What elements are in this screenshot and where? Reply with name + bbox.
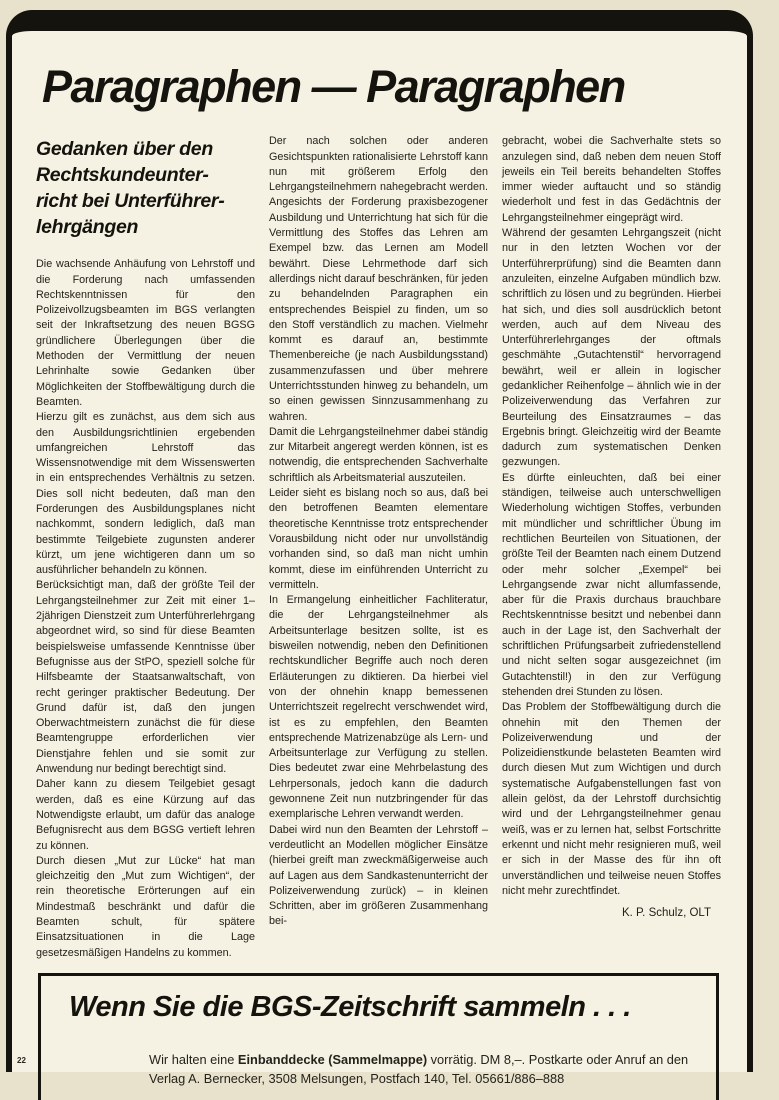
- article-paragraph: Berücksichtigt man, daß der größte Teil der Lehrgangsteilnehmer zur Zeit mit einer 1–2jährigen Dienstzeit zum Unterführerlehrgang abgeordnet wird, so sind für diese Beamten beispielsweise umfassende Kenntnisse über Befugnisse aus der StPO, speziell solche für Hilfsbeamte der Staatsanwaltschaft, von recht geringer praktischer Bedeutung. Der Grund dafür ist, daß den jungen Oberwachtmeistern zunächst die für diese Beamtengruppe erforderlichen vier Dienstjahre fehlen und sie somit zur Anwendung nur bedingt berechtigt sind.: [36, 579, 255, 776]
- article-paragraph: Hierzu gilt es zunächst, aus dem sich aus den Ausbildungsrichtlinien ergebenden umfangreichen Lehrstoff das Wissensnotwendige mit dem Wissenswerten in ein entsprechendes Verhältnis zu setzen. Dies soll nicht bedeuten, daß man den Forderungen des Ausbildungsplanes nicht nachkommt, sondern lediglich, daß man bestimmte Teilgebiete zugunsten anderer kürzt, um jene wichtigeren dann um so ausführlicher behandeln zu können.: [36, 411, 255, 577]
- article-paragraph: Leider sieht es bislang noch so aus, daß bei den betroffenen Beamten elementare theoretische Kenntnisse trotz entsprechender Vorausbildung nicht oder nur unvollständig vorhanden sind, so daß man nicht umhin kommt, diese im einführenden Unterricht zu vermitteln.: [269, 487, 488, 591]
- article-paragraph: Dabei wird nun den Beamten der Lehrstoff – verdeutlicht an Modellen möglicher Einsätze (hierbei greift man zweckmäßigerweise auch auf Lagen aus dem Sandkastenunterricht der Polizeiverwendung zurück) – in kleinen Schritten, aber im größeren Zusammenhang bei-: [269, 823, 488, 928]
- promo-body: [149, 1050, 698, 1088]
- promo-box: [38, 973, 719, 1100]
- article-column-2: [269, 134, 488, 961]
- article-heading-line: Gedanken über den: [36, 138, 213, 161]
- article-paragraph: Der nach solchen oder anderen Gesichtspunkten rationalisierte Lehrstoff kann nun mit größerem Erfolg den Lehrgangsteilnehmern nahegebracht werden. Angesichts der Forderung praxisbezogener Ausbildung und Unterrichtung hat sich für die Vermittlung des Stoffes das Lehren am Exempel bzw. das Lernen am Modell bewährt. Diese Lehrmethode darf sich allerdings nicht darauf beschränken, für jeden zu behandelnden Paragraphen ein entsprechendes Beispiel zu finden, um so den Stoff verständlich zu machen. Vielmehr kommt es darauf an, bestimmte Themenbereiche (je nach Ausbildungsstand) zusammenzufassen und über mehrere Unterrichtsstunden hinweg zu behandeln, um so einen gewissen Sinnzusammenhang zu wahren.: [269, 135, 488, 423]
- author-signature: K. P. Schulz, OLT: [621, 907, 711, 920]
- promo-line-1-suffix: vorrätig. DM 8,–. Postkarte oder Anruf an den: [427, 1051, 689, 1067]
- page-frame: [6, 10, 753, 1086]
- article-paragraph: Damit die Lehrgangsteilnehmer dabei ständig zur Mitarbeit angeregt werden können, ist es notwendig, die entsprechenden Sachverhalte schriftlich als Arbeitsmaterial auszuteilen.: [269, 425, 488, 484]
- article-paragraph: gebracht, wobei die Sachverhalte stets so anzulegen sind, daß neben dem neuen Stoff jeweils ein Teil bereits behandelten Stoffes immer wieder auftaucht und so ständig wiederholt und fest in das Gedächtnis der Lehrgangsteilnehmer eingeprägt wird.: [502, 135, 721, 224]
- promo-line-1-bold: Einbanddecke (Sammelmappe): [237, 1051, 428, 1067]
- promo-line-1: [149, 1050, 698, 1069]
- article-paragraph: Es dürfte einleuchten, daß bei einer ständigen, teilweise auch unterschwelligen Wiederholung wichtigen Stoffes, verbunden mit mündlicher und schriftlicher Übung im rechtlichen Beurteilen von Situationen, der größte Teil der Beamten nach einem Dutzend oder mehr solcher „Exempel“ bei Lehrgangsende zwar nicht allumfassende, aber für die Praxis durchaus brauchbare Rechtskenntnisse besitzt und nebenbei dann auch in der Lage ist, den Sachverhalt der schriftlichen Prüfungsarbeit zufriedenstellend und nicht selten sogar ausgezeichnet (im Gutachtenstil!) in den zur Verfügung stehenden drei Stunden zu lösen.: [502, 471, 721, 698]
- article-paragraph: Daher kann zu diesem Teilgebiet gesagt werden, daß es eine Kürzung auf das Notwendigste erlaubt, um dafür das analoge Befugnisrecht aus dem BGSG vertieft lehren zu können.: [36, 778, 255, 852]
- article-paragraph: Während der gesamten Lehrgangszeit (nicht nur in den letzten Wochen vor der Unterführerprüfung) sind die Beamten dann anzuleiten, einzelne Aufgaben mündlich bzw. schriftlich zu lösen und zu begründen. Hierbei hat sich, und dies soll ausdrücklich betont werden, auch auf dem Niveau des Unterführerlehrganges der oftmals geschmähte „Gutachtenstil“ hervorragend bewährt, weil er allein in logischer gedanklicher Reihenfolge – ähnlich wie in der Polizeiverwendung das Verfahren zur Beurteilung des Einsatzraumes – das Ergebnis bringt. Gleichzeitig wird der Beamte dadurch zum systematischen Denken gezwungen.: [502, 227, 721, 469]
- article-paragraph: Durch diesen „Mut zur Lücke“ hat man gleichzeitig den „Mut zum Wichtigen“, der rein theoretische Erörterungen auf ein Mindestmaß beschränkt und dafür die Beamten schult, für spätere Einsatzsituationen in die Lage gesetzesmäßigen Handelns zu kommen.: [36, 854, 255, 959]
- article-paragraph: In Ermangelung einheitlicher Fachliteratur, die der Lehrgangsteilnehmer als Arbeitsunterlage besitzen sollte, ist es bisweilen notwendig, neben den Definitionen rechtskundlicher Begriffe auch noch deren Erläuterungen zu diktieren. Da hierbei viel von der ohnehin knapp bemessenen Unterrichtszeit regelrecht verschwendet wird, ist es zu empfehlen, den Beamten entsprechende Matrizenabzüge als Lern- und Arbeitsunterlage zur Verfügung zu stellen. Dies bedeutet zwar eine Mehrbelastung des Lehrpersonals, jedoch kann die dadurch gewonnene Zeit nun nutzbringender für das exemplarische Lehren verwandt werden.: [269, 594, 488, 821]
- article-heading-line: lehrgängen: [36, 216, 139, 239]
- page-content: [12, 31, 747, 1100]
- promo-line-1-prefix: Wir halten eine: [149, 1051, 238, 1067]
- article-paragraph: Die wachsende Anhäufung von Lehrstoff und die Forderung nach umfassenden Rechtskenntnissen für den Polizeivollzugsbeamten im BGS verlangten seit der Inkraftsetzung des neuen BGSG gründlichere Überlegungen über die Methoden der Vermittlung der neuen Lehrinhalte sowie Gedanken über Möglichkeiten der Stoffbewältigung durch die Beamten.: [36, 258, 255, 408]
- promo-line-2: Verlag A. Bernecker, 3508 Melsungen, Postfach 140, Tel. 05661/886–888: [149, 1070, 565, 1086]
- article-columns: [36, 134, 721, 961]
- promo-heading: Wenn Sie die BGS-Zeitschrift sammeln . . .: [69, 990, 631, 1023]
- article-column-1: [36, 134, 255, 961]
- article-column-3: [502, 134, 721, 961]
- article-paragraph: Das Problem der Stoffbewältigung durch die ohnehin mit den Themen der Polizeiverwendung und der Polizeidienstkunde belasteten Beamten wird durch diesen Mut zum Wichtigen und durch systematische Aufgabenstellungen fast von allein gelöst, da der Lehrstoff durchsichtig wird und der Lehrgangsteilnehmer genau weiß, was er zu lernen hat, selbst Fortschritte erkennt und nicht mehr resignieren muß, weil er sich in der Masse des für ihn oft unverständlichen und teilweise neuen Stoffes nicht mehr zurechtfindet.: [502, 701, 721, 897]
- article-heading-line: Rechtskundeunter-: [36, 164, 209, 187]
- page-number: 22: [17, 1056, 26, 1065]
- article-heading: [36, 136, 255, 240]
- article-heading-line: richt bei Unterführer-: [36, 190, 225, 213]
- article-title: Paragraphen — Paragraphen: [42, 61, 625, 112]
